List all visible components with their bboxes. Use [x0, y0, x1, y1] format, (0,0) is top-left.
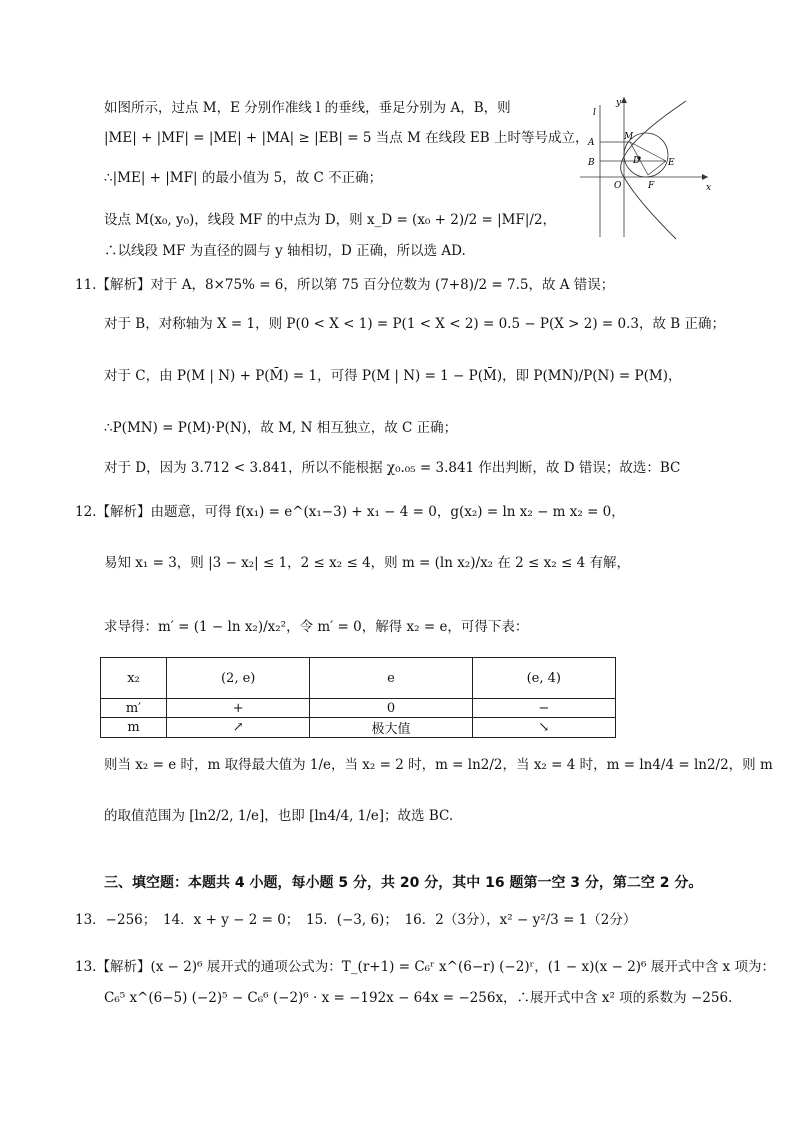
table-cell: (2, e)	[166, 658, 309, 699]
section-heading: 三、填空题：本题共 4 小题，每小题 5 分，共 20 分，其中 16 题第一空 3 分，第二空 2 分。	[104, 875, 703, 891]
text-line: 对于 B，对称轴为 X = 1，则 P(0 < X < 1) = P(1 < X < 2) = 0.5 − P(X > 2) = 0.3，故 B 正确；	[104, 316, 726, 332]
text-line: 设点 M(x₀, y₀)，线段 MF 的中点为 D，则 x_D = (x₀ + 2)/2 = |MF|/2，	[104, 212, 557, 228]
x-axis-arrow	[702, 174, 708, 180]
table-cell: −	[472, 699, 615, 718]
text-line: |ME| + |MF| = |ME| + |MA| ≥ |EB| = 5 当点 M 在线段 EB 上时等号成立，	[104, 130, 589, 146]
label-a: A	[588, 138, 595, 148]
parabola-curve	[621, 101, 686, 239]
text-line: 则当 x₂ = e 时，m 取得最大值为 1/e，当 x₂ = 2 时，m = ln2/2，当 x₂ = 4 时，m = ln4/4 = ln2/2，则 m	[104, 757, 773, 773]
text-line: 易知 x₁ = 3，则 |3 − x₂| ≤ 1，2 ≤ x₂ ≤ 4，则 m = (ln x₂)/x₂ 在 2 ≤ x₂ ≤ 4 有解，	[104, 555, 630, 571]
table-cell: ↗	[166, 718, 309, 738]
table-cell: 0	[310, 699, 472, 718]
table-row	[101, 658, 616, 699]
text-line: 13．−256； 14．x + y − 2 = 0； 15．(−3, 6)； 16．2（3分），x² − y²/3 = 1（2分）	[75, 912, 637, 928]
label-e: E	[668, 158, 675, 168]
text-line: 对于 D，因为 3.712 < 3.841，所以不能根据 χ₀.₀₅ = 3.841 作出判断，故 D 错误；故选：BC	[104, 460, 681, 476]
label-d: D	[633, 156, 641, 166]
text-line: ∴P(MN) = P(M)·P(N)，故 M, N 相互独立，故 C 正确；	[104, 420, 458, 436]
text-line: 对于 C，由 P(M | N) + P(M̄) = 1，可得 P(M | N) = 1 − P(M̄)，即 P(MN)/P(N) = P(M)，	[104, 368, 682, 384]
table-cell: e	[310, 658, 472, 699]
parabola-figure	[576, 95, 716, 245]
table-cell: ↘	[472, 718, 615, 738]
text-line: 求导得：m′ = (1 − ln x₂)/x₂²，令 m′ = 0，解得 x₂ = e，可得下表：	[104, 619, 529, 635]
label-m: M	[624, 132, 634, 142]
text-line: 11.【解析】对于 A，8×75% = 6，所以第 75 百分位数为 (7+8)/2 = 7.5，故 A 错误；	[75, 277, 615, 293]
table-cell: 极大值	[310, 718, 472, 738]
table-cell: x₂	[101, 658, 167, 699]
label-y: y	[616, 98, 622, 108]
table-cell: (e, 4)	[472, 658, 615, 699]
label-x: x	[706, 183, 712, 193]
label-l: l	[593, 108, 596, 118]
table-cell: +	[166, 699, 309, 718]
label-f: F	[648, 181, 655, 191]
text-line: 12.【解析】由题意，可得 f(x₁) = e^(x₁−3) + x₁ − 4 = 0，g(x₂) = ln x₂ − m x₂ = 0，	[75, 504, 625, 520]
label-b: B	[588, 158, 595, 168]
table-cell: m′	[101, 699, 167, 718]
y-axis-arrow	[621, 97, 627, 103]
variation-table	[100, 657, 616, 738]
text-line: ∴|ME| + |MF| 的最小值为 5，故 C 不正确；	[104, 170, 383, 186]
table-row	[101, 718, 616, 738]
label-o: O	[614, 181, 622, 191]
table-row	[101, 699, 616, 718]
text-line: 13.【解析】(x − 2)⁶ 展开式的通项公式为：T_(r+1) = C₆ʳ x^(6−r) (−2)ʳ，(1 − x)(x − 2)⁶ 展开式中含 x 项为：	[75, 959, 775, 975]
text-line: C₆⁵ x^(6−5) (−2)⁵ − C₆⁶ (−2)⁶ · x = −192x − 64x = −256x，∴展开式中含 x² 项的系数为 −256.	[104, 990, 733, 1006]
table-cell: m	[101, 718, 167, 738]
text-line: ∴以线段 MF 为直径的圆与 y 轴相切，D 正确，所以选 AD.	[104, 243, 466, 259]
text-line: 如图所示，过点 M，E 分别作准线 l 的垂线，垂足分别为 A，B，则	[104, 100, 511, 116]
text-line: 的取值范围为 [ln2/2, 1/e]，也即 [ln4/4, 1/e]；故选 BC.	[104, 808, 454, 824]
